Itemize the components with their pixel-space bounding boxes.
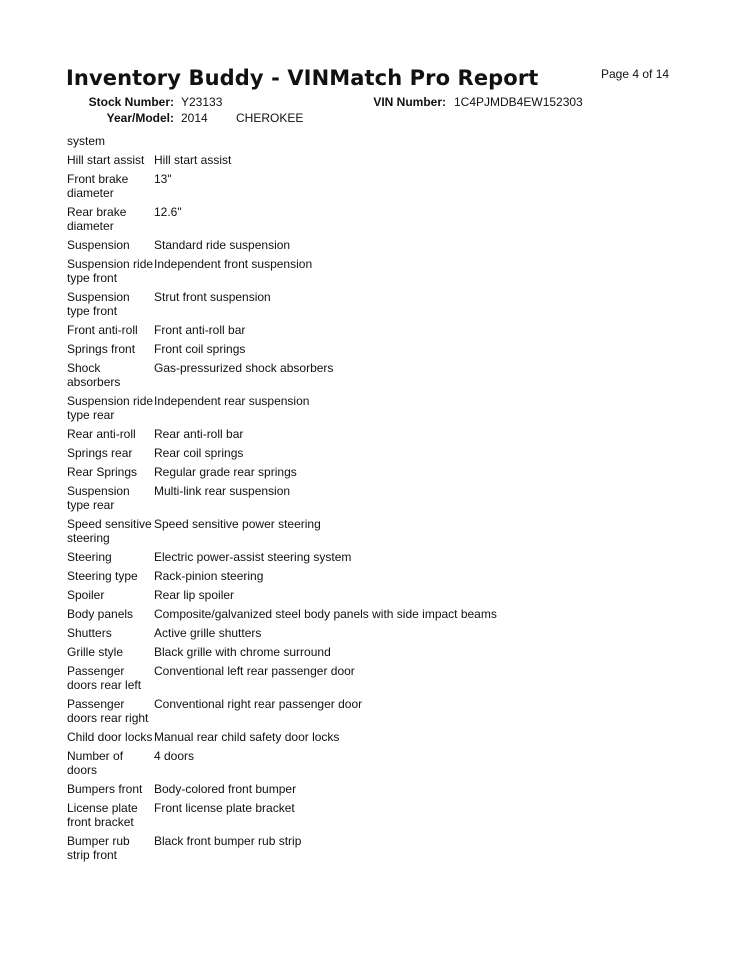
spec-value: Standard ride suspension — [154, 238, 291, 252]
spec-label: Passenger doors rear left — [67, 664, 142, 692]
spec-value: Electric power-assist steering system — [154, 550, 352, 564]
stock-number-label: Stock Number: — [88, 95, 174, 109]
spec-value: 13" — [154, 172, 172, 186]
spec-row — [67, 605, 707, 624]
spec-row — [67, 151, 707, 170]
spec-value: Manual rear child safety door locks — [154, 730, 340, 744]
spec-label: system — [67, 134, 106, 148]
spec-value: Hill start assist — [154, 153, 232, 167]
spec-value: Conventional right rear passenger door — [154, 697, 363, 711]
model-value: CHEROKEE — [236, 111, 304, 125]
spec-row — [67, 288, 707, 321]
spec-row — [67, 132, 707, 151]
spec-label: Shock absorbers — [67, 361, 121, 389]
spec-row — [67, 586, 707, 605]
spec-label: Suspension type rear — [67, 484, 130, 512]
spec-row — [67, 392, 707, 425]
spec-row — [67, 444, 707, 463]
spec-label: Steering — [67, 550, 112, 564]
spec-label: Springs rear — [67, 446, 133, 460]
spec-row — [67, 515, 707, 548]
spec-row — [67, 463, 707, 482]
spec-label: Grille style — [67, 645, 124, 659]
spec-label: Shutters — [67, 626, 112, 640]
spec-label: Suspension — [67, 238, 130, 252]
spec-row — [67, 832, 707, 865]
spec-value: Black front bumper rub strip — [154, 834, 302, 848]
spec-value: Rack-pinion steering — [154, 569, 264, 583]
spec-value: Composite/galvanized steel body panels with side impact beams — [154, 607, 497, 621]
spec-row — [67, 425, 707, 444]
report-title: Inventory Buddy - VINMatch Pro Report — [66, 66, 539, 90]
spec-label: Hill start assist — [67, 153, 145, 167]
page-number: Page 4 of 14 — [601, 67, 670, 81]
spec-label: Springs front — [67, 342, 136, 356]
spec-row — [67, 203, 707, 236]
spec-row — [67, 624, 707, 643]
vin-number-value: 1C4PJMDB4EW152303 — [454, 95, 583, 109]
spec-label: Rear anti-roll — [67, 427, 136, 441]
spec-label: Rear brake diameter — [67, 205, 127, 233]
spec-value: Conventional left rear passenger door — [154, 664, 355, 678]
spec-label: Number of doors — [67, 749, 124, 777]
spec-row — [67, 643, 707, 662]
spec-label: Bumper rub strip front — [67, 834, 130, 862]
spec-label: Spoiler — [67, 588, 105, 602]
spec-label: Passenger doors rear right — [67, 697, 149, 725]
spec-label: Suspension ride type front — [67, 257, 154, 285]
spec-value: Body-colored front bumper — [154, 782, 297, 796]
spec-label: Steering type — [67, 569, 138, 583]
spec-value: Front license plate bracket — [154, 801, 295, 815]
spec-label: Speed sensitive steering — [67, 517, 152, 545]
spec-row — [67, 482, 707, 515]
spec-row — [67, 728, 707, 747]
spec-value: 12.6" — [154, 205, 182, 219]
vin-number-label: VIN Number: — [373, 95, 446, 109]
spec-row — [67, 359, 707, 392]
year-model-label: Year/Model: — [106, 111, 174, 125]
spec-value: Front coil springs — [154, 342, 246, 356]
spec-row — [67, 780, 707, 799]
spec-value: Active grille shutters — [154, 626, 262, 640]
spec-label: Bumpers front — [67, 782, 143, 796]
spec-list — [67, 132, 707, 865]
spec-row — [67, 567, 707, 586]
spec-value: Multi-link rear suspension — [154, 484, 291, 498]
spec-row — [67, 170, 707, 203]
spec-value: Speed sensitive power steering — [154, 517, 321, 531]
year-value: 2014 — [181, 111, 208, 125]
spec-label: License plate front bracket — [67, 801, 138, 829]
spec-label: Suspension ride type rear — [67, 394, 154, 422]
spec-row — [67, 255, 707, 288]
spec-value: Black grille with chrome surround — [154, 645, 331, 659]
spec-label: Child door locks — [67, 730, 153, 744]
spec-value: Gas-pressurized shock absorbers — [154, 361, 334, 375]
spec-value — [154, 134, 707, 148]
spec-value: Strut front suspension — [154, 290, 271, 304]
spec-value: Independent rear suspension — [154, 394, 310, 408]
spec-label: Body panels — [67, 607, 134, 621]
spec-row — [67, 236, 707, 255]
spec-row — [67, 548, 707, 567]
spec-value: 4 doors — [154, 749, 195, 763]
spec-label: Front anti-roll — [67, 323, 138, 337]
spec-row — [67, 695, 707, 728]
spec-row — [67, 321, 707, 340]
spec-value: Independent front suspension — [154, 257, 313, 271]
spec-label: Front brake diameter — [67, 172, 129, 200]
spec-label: Suspension type front — [67, 290, 130, 318]
spec-row — [67, 662, 707, 695]
spec-value: Regular grade rear springs — [154, 465, 297, 479]
spec-value: Rear coil springs — [154, 446, 244, 460]
spec-row — [67, 747, 707, 780]
stock-number-value: Y23133 — [181, 95, 223, 109]
spec-value: Rear lip spoiler — [154, 588, 235, 602]
spec-row — [67, 340, 707, 359]
spec-value: Rear anti-roll bar — [154, 427, 244, 441]
spec-label: Rear Springs — [67, 465, 138, 479]
spec-row — [67, 799, 707, 832]
spec-value: Front anti-roll bar — [154, 323, 246, 337]
